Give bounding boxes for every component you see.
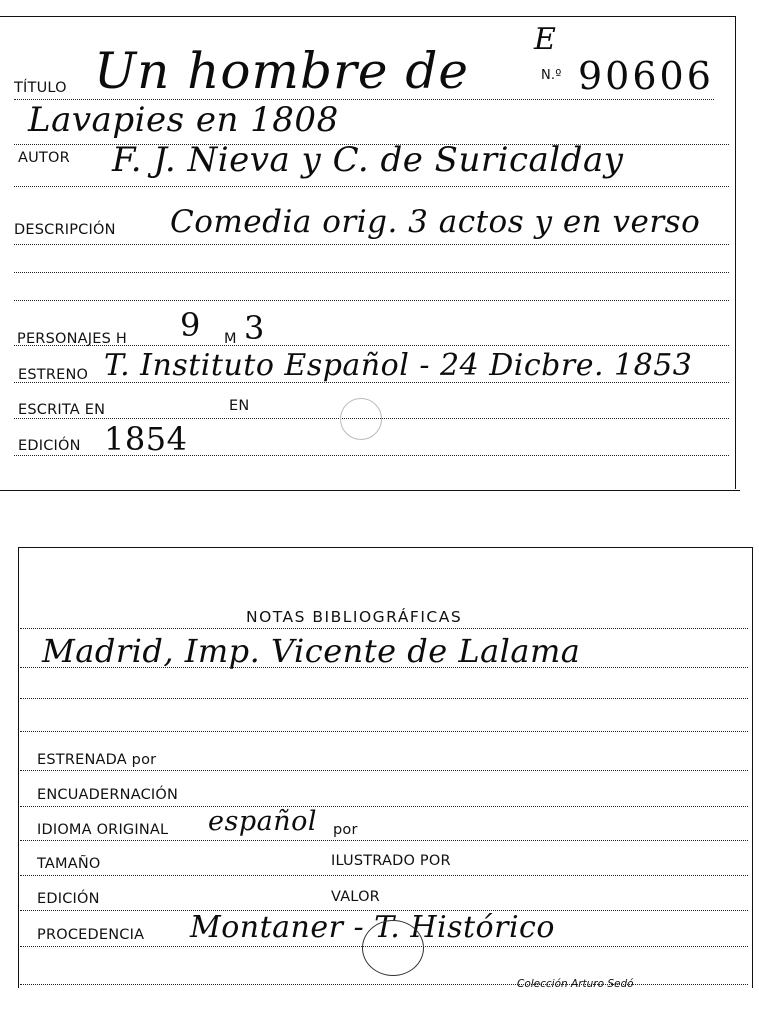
handwritten-titulo-line2: Lavapies en 1808	[28, 100, 339, 140]
label-estreno: ESTRENO	[18, 367, 89, 383]
card-top-bottom-edge	[0, 490, 740, 491]
collection-credit: Colección Arturo Sedó	[517, 978, 634, 990]
label-edicion-bottom: EDICIÓN	[37, 891, 100, 907]
rule-blank-2	[14, 300, 729, 301]
rule-notas-3	[20, 731, 748, 732]
handwritten-edicion: 1854	[104, 420, 188, 458]
label-estrenada-por: ESTRENADA por	[37, 752, 157, 768]
rule-tamano	[20, 875, 748, 876]
handwritten-autor: F. J. Nieva y C. de Suricalday	[112, 140, 624, 180]
handwritten-notas: Madrid, Imp. Vicente de Lalama	[42, 632, 581, 670]
label-tamano: TAMAÑO	[37, 856, 101, 872]
handwritten-procedencia: Montaner - T. Histórico	[190, 910, 555, 945]
handwritten-letter-mark: E	[534, 22, 557, 57]
label-mujeres: M	[224, 331, 237, 347]
label-personajes: PERSONAJES H	[17, 331, 127, 347]
label-idioma-por: por	[333, 822, 358, 838]
label-edicion: EDICIÓN	[18, 438, 81, 454]
label-encuadernacion: ENCUADERNACIÓN	[37, 787, 179, 803]
handwritten-hombres: 9	[180, 306, 201, 344]
handwritten-estreno: T. Instituto Español - 24 Dicbre. 1853	[104, 348, 693, 383]
label-numero: N.º	[541, 68, 562, 83]
label-valor: VALOR	[331, 889, 380, 905]
rule-final	[20, 984, 748, 985]
label-ilustrado-por: ILUSTRADO POR	[331, 853, 451, 869]
rule-idioma	[20, 840, 748, 841]
handwritten-descripcion: Comedia orig. 3 actos y en verso	[170, 204, 701, 240]
label-descripcion: DESCRIPCIÓN	[14, 222, 116, 238]
rule-autor	[14, 186, 729, 187]
rule-notas-heading	[20, 628, 748, 629]
rule-blank-1	[14, 272, 729, 273]
label-en: EN	[229, 398, 250, 414]
handwritten-titulo-line1: Un hombre de	[94, 42, 469, 100]
label-procedencia: PROCEDENCIA	[37, 927, 145, 943]
rule-notas-2	[20, 698, 748, 699]
label-idioma-original: IDIOMA ORIGINAL	[37, 822, 169, 838]
handwritten-mujeres: 3	[244, 309, 265, 347]
label-titulo: TÍTULO	[14, 80, 67, 96]
rule-encuadernacion	[20, 806, 748, 807]
punch-hole-top	[340, 398, 382, 440]
handwritten-idioma: español	[208, 806, 317, 837]
rule-descripcion	[14, 244, 729, 245]
label-escrita-en: ESCRITA EN	[18, 402, 106, 418]
label-autor: AUTOR	[18, 150, 70, 166]
stamp-circle	[362, 920, 424, 976]
heading-notas-bibliograficas: NOTAS BIBLIOGRÁFICAS	[246, 608, 463, 626]
handwritten-numero: 90606	[578, 54, 714, 98]
rule-estrenada	[20, 770, 748, 771]
